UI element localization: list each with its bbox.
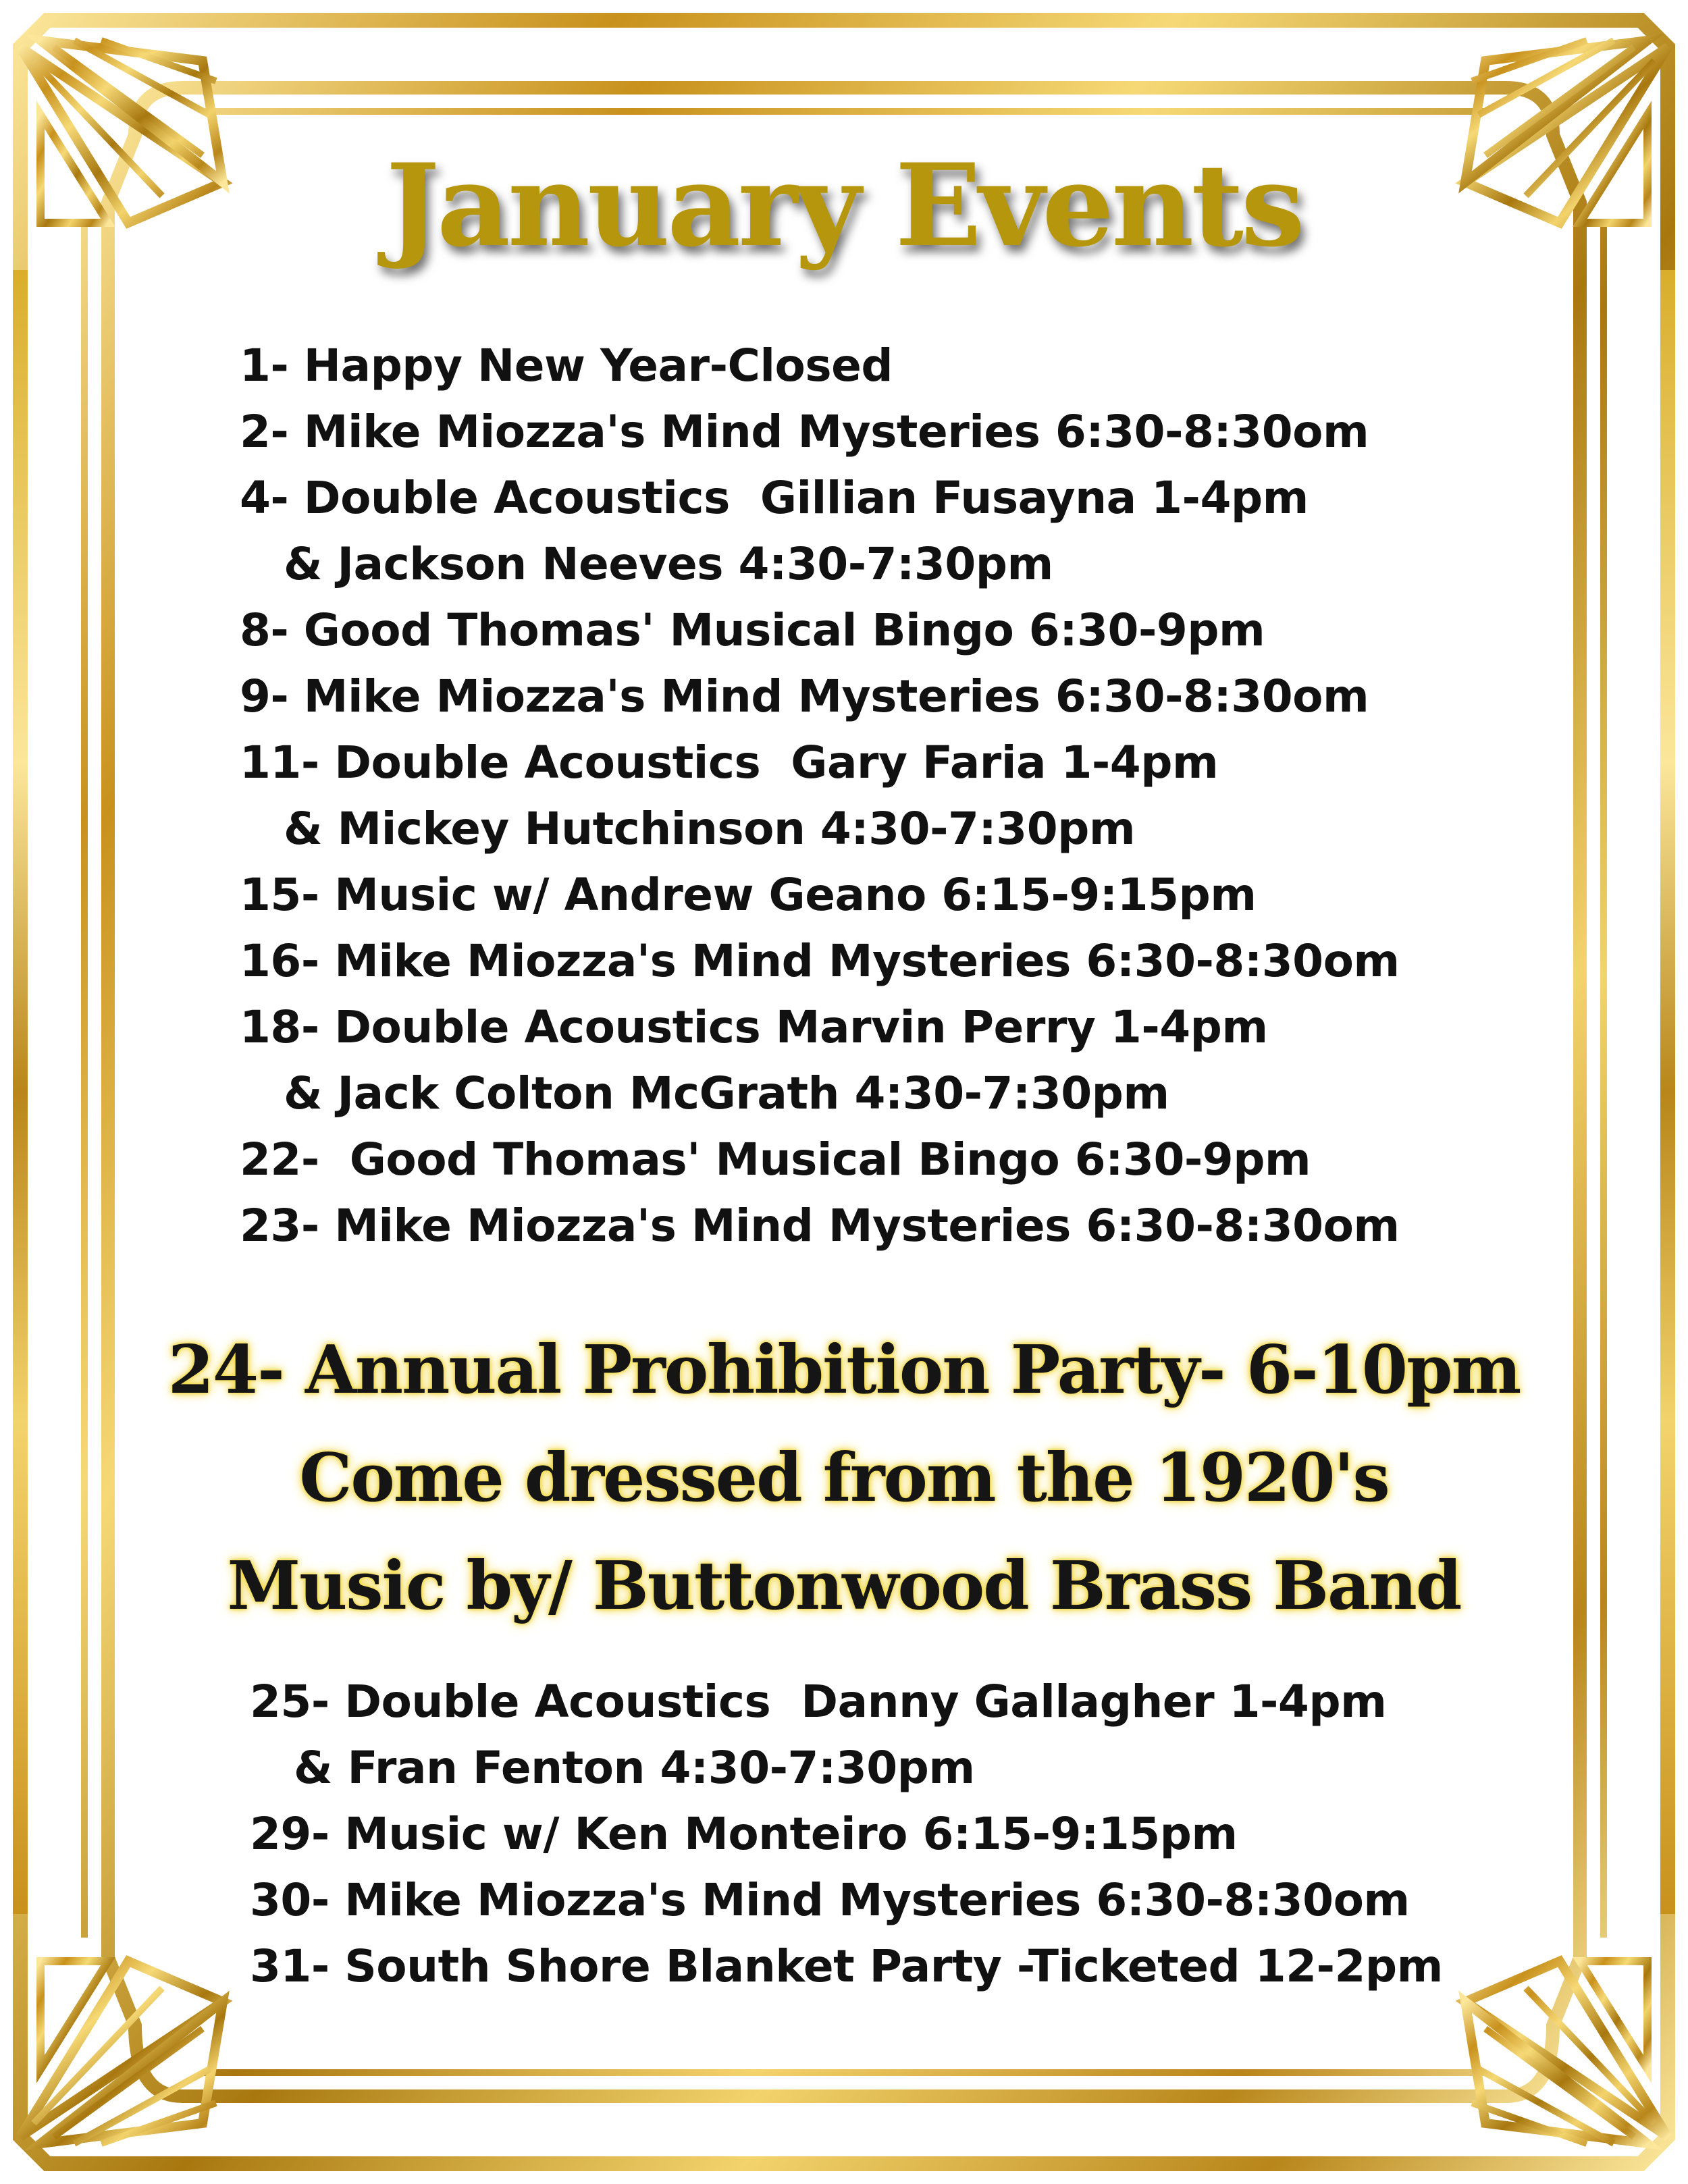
- event-line: 29- Music w/ Ken Monteiro 6:15-9:15pm: [250, 1808, 1238, 1860]
- featured-event: [0, 1316, 1688, 1641]
- event-line: 30- Mike Miozza's Mind Mysteries 6:30-8:30om: [250, 1874, 1410, 1926]
- event-list-upper: [240, 333, 1400, 1259]
- featured-event-line: 24- Annual Prohibition Party- 6-10pm: [167, 1331, 1521, 1409]
- event-line: 23- Mike Miozza's Mind Mysteries 6:30-8:30om: [240, 1200, 1400, 1252]
- event-line: 4- Double Acoustics Gillian Fusayna 1-4pm: [240, 472, 1309, 524]
- featured-event-line: Music by/ Buttonwood Brass Band: [227, 1547, 1461, 1625]
- event-line: & Mickey Hutchinson 4:30-7:30pm: [284, 803, 1136, 855]
- page-title: January Events: [386, 138, 1302, 272]
- event-line: 8- Good Thomas' Musical Bingo 6:30-9pm: [240, 604, 1265, 656]
- event-list-lower: [250, 1669, 1443, 2000]
- event-line: 16- Mike Miozza's Mind Mysteries 6:30-8:30om: [240, 935, 1400, 987]
- frame-right-side: [1660, 270, 1675, 1914]
- event-line: 31- South Shore Blanket Party -Ticketed 12-2pm: [250, 1940, 1443, 1992]
- event-line: 2- Mike Miozza's Mind Mysteries 6:30-8:30om: [240, 406, 1369, 458]
- event-line: & Fran Fenton 4:30-7:30pm: [294, 1742, 975, 1794]
- event-line: 1- Happy New Year-Closed: [240, 340, 893, 392]
- event-line: 22- Good Thomas' Musical Bingo 6:30-9pm: [240, 1134, 1311, 1186]
- event-line: & Jack Colton McGrath 4:30-7:30pm: [284, 1067, 1169, 1119]
- event-line: 11- Double Acoustics Gary Faria 1-4pm: [240, 737, 1219, 789]
- event-line: 15- Music w/ Andrew Geano 6:15-9:15pm: [240, 869, 1257, 921]
- event-line: 18- Double Acoustics Marvin Perry 1-4pm: [240, 1001, 1268, 1053]
- frame-left-side: [13, 270, 28, 1914]
- event-line: 9- Mike Miozza's Mind Mysteries 6:30-8:30om: [240, 670, 1369, 722]
- featured-event-line: Come dressed from the 1920's: [299, 1439, 1389, 1517]
- event-line: & Jackson Neeves 4:30-7:30pm: [284, 538, 1053, 590]
- event-line: 25- Double Acoustics Danny Gallagher 1-4pm: [250, 1676, 1387, 1728]
